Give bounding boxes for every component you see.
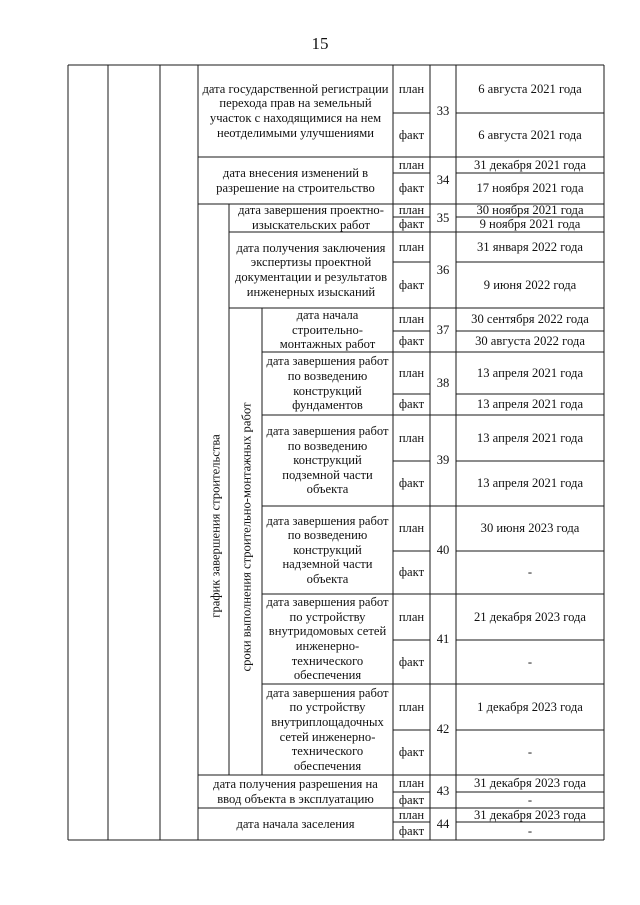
plan-date: 31 декабря 2023 года: [473, 776, 587, 791]
plan-date: 31 декабря 2023 года: [473, 808, 587, 822]
row-name: дата получения заключения экспертизы проектной документации и результатов инженерных изысканий: [234, 240, 388, 299]
plan-label: план: [398, 776, 425, 791]
row-name: дата внесения изменений в разрешение на строительство: [216, 165, 375, 195]
row-number: 43: [436, 784, 450, 799]
fact-label: факт: [398, 654, 425, 669]
row-name: дата завершения работ по устройству внутриплощадочных сетей инженерно-технического обеспечения: [266, 685, 389, 773]
fact-date: 9 ноября 2021 года: [479, 217, 581, 232]
fact-date: 13 апреля 2021 года: [476, 397, 584, 412]
row-name: дата начала строительно-монтажных работ: [279, 308, 376, 352]
plan-label: план: [398, 157, 425, 172]
fact-date: 9 июня 2022 года: [483, 277, 577, 292]
plan-label: план: [398, 430, 425, 445]
fact-date: 30 августа 2022 года: [475, 334, 585, 349]
fact-label: факт: [398, 792, 425, 807]
row-number: 44: [436, 816, 450, 831]
section-label: график завершения строительства: [208, 434, 223, 618]
fact-date: -: [527, 654, 533, 669]
plan-date: 13 апреля 2021 года: [476, 365, 584, 380]
row-name: дата завершения работ по возведению конструкций подземной части объекта: [266, 424, 389, 497]
plan-label: план: [398, 239, 425, 254]
plan-date: 31 декабря 2021 года: [473, 157, 587, 172]
page-number: 15: [311, 34, 329, 53]
row-name: дата получения разрешения на ввод объекта в эксплуатацию: [213, 776, 378, 806]
fact-label: факт: [398, 823, 425, 838]
fact-date: 6 августа 2021 года: [478, 127, 582, 142]
row-number: 37: [436, 322, 450, 337]
row-name: дата завершения работ по устройству внутридомовых сетей инженерно-технического обеспечения: [266, 595, 389, 683]
subsection-label: сроки выполнения строительно-монтажных работ: [239, 402, 254, 672]
fact-date: -: [527, 565, 533, 580]
plan-date: 30 сентября 2022 года: [471, 312, 589, 327]
row-name: дата завершения работ по возведению конструкций надземной части объекта: [266, 513, 389, 586]
plan-label: план: [398, 609, 425, 624]
fact-label: факт: [398, 127, 425, 142]
fact-date: -: [527, 823, 533, 838]
fact-label: факт: [398, 397, 425, 412]
fact-label: факт: [398, 745, 425, 760]
plan-label: план: [398, 808, 425, 822]
plan-label: план: [398, 521, 425, 536]
plan-label: план: [398, 312, 425, 327]
fact-label: факт: [398, 181, 425, 196]
plan-date: 30 июня 2023 года: [480, 521, 580, 536]
row-number: 34: [436, 173, 450, 188]
fact-label: факт: [398, 277, 425, 292]
fact-date: -: [527, 792, 533, 807]
row-number: 35: [436, 210, 450, 225]
fact-date: 17 ноября 2021 года: [476, 181, 584, 196]
row-number: 36: [436, 262, 450, 277]
row-name: дата государственной регистрации перехода прав на земельный участок с находящимися на нем неотделимыми улучшениями: [202, 81, 389, 140]
fact-label: факт: [398, 334, 425, 349]
fact-label: факт: [398, 565, 425, 580]
fact-label: факт: [398, 217, 425, 232]
row-name: дата завершения работ по возведению конструкций фундаментов: [266, 354, 389, 413]
row-name: дата начала заселения: [236, 816, 355, 831]
row-name: дата завершения проектно-изыскательских работ: [238, 204, 384, 232]
plan-date: 30 ноября 2021 года: [476, 204, 584, 217]
row-number: 40: [436, 542, 450, 557]
fact-label: факт: [398, 476, 425, 491]
plan-label: план: [398, 204, 425, 217]
plan-date: 31 января 2022 года: [476, 239, 583, 254]
plan-date: 1 декабря 2023 года: [477, 699, 583, 714]
row-number: 33: [436, 103, 450, 118]
fact-date: -: [527, 745, 533, 760]
plan-label: план: [398, 365, 425, 380]
plan-date: 13 апреля 2021 года: [476, 430, 584, 445]
row-number: 38: [436, 376, 450, 391]
plan-date: 21 декабря 2023 года: [473, 609, 587, 624]
fact-date: 13 апреля 2021 года: [476, 476, 584, 491]
plan-date: 6 августа 2021 года: [478, 81, 582, 96]
row-number: 41: [436, 631, 450, 646]
row-number: 42: [436, 722, 450, 737]
plan-label: план: [398, 81, 425, 96]
plan-label: план: [398, 699, 425, 714]
row-number: 39: [436, 453, 450, 468]
